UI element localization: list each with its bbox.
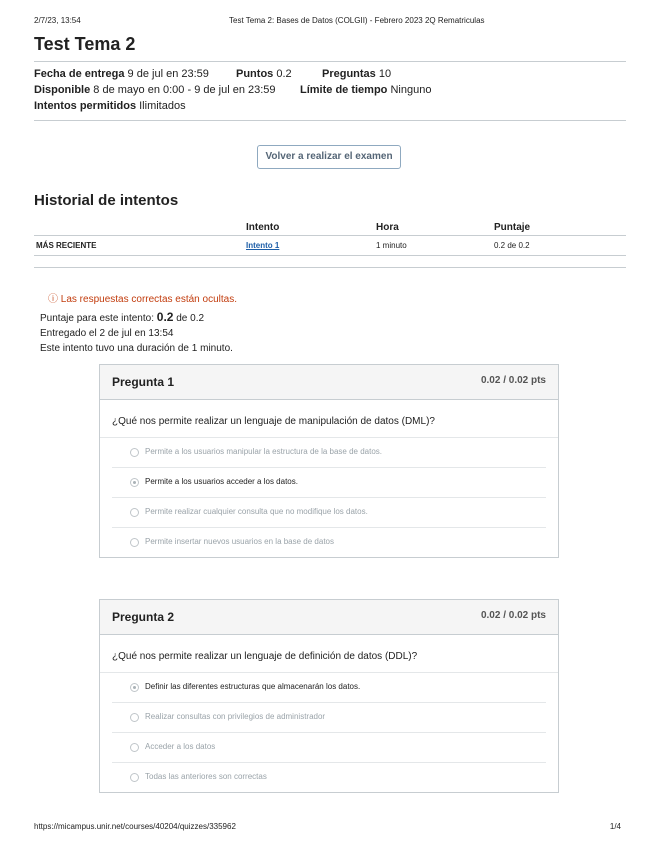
attempt-link[interactable]: Intento 1 xyxy=(246,241,280,250)
points xyxy=(236,68,292,80)
question-card xyxy=(99,599,559,793)
points-value: 0.2 xyxy=(276,68,292,80)
due-label: Fecha de entrega xyxy=(34,68,125,80)
available-value: 8 de mayo en 0:00 - 9 de jul en 23:59 xyxy=(93,84,276,96)
column-header-attempt: Intento xyxy=(246,222,280,233)
divider xyxy=(34,120,626,121)
answer-text: Permite a los usuarios manipular la estructura de la base de datos. xyxy=(145,447,383,456)
score-prefix: Puntaje para este intento: xyxy=(40,313,154,324)
attempt-history-title: Historial de intentos xyxy=(34,192,179,209)
points-label: Puntos xyxy=(236,68,274,80)
question-header xyxy=(100,600,558,635)
column-header-time: Hora xyxy=(376,222,399,233)
allowed-attempts xyxy=(34,100,186,112)
radio-icon xyxy=(130,713,139,722)
radio-icon xyxy=(130,743,139,752)
answer-list xyxy=(100,673,558,792)
due-value: 9 de jul en 23:59 xyxy=(127,68,209,80)
page-title: Test Tema 2 xyxy=(34,34,136,54)
page-number: 1/4 xyxy=(609,822,621,831)
time-limit xyxy=(300,84,431,96)
radio-selected-icon xyxy=(130,683,139,692)
attempt-score-line xyxy=(40,310,233,326)
retake-quiz-button[interactable]: Volver a realizar el examen xyxy=(257,145,401,169)
answer-text: Permite insertar nuevos usuarios en la base de datos xyxy=(145,537,334,546)
answer-option xyxy=(112,528,546,557)
questions-label: Preguntas xyxy=(322,68,376,80)
question-text: ¿Qué nos permite realizar un lenguaje de manipulación de datos (DML)? xyxy=(100,400,558,438)
answer-text: Realizar consultas con privilegios de administrador xyxy=(145,712,326,721)
page-url: https://micampus.unir.net/courses/40204/quizzes/335962 xyxy=(34,822,236,831)
answer-option xyxy=(112,763,546,792)
print-document-title: Test Tema 2: Bases de Datos (COLGII) - Febrero 2023 2Q Rematriculas xyxy=(229,16,485,25)
time-limit-label: Límite de tiempo xyxy=(300,84,388,96)
attempts-value: Ilimitados xyxy=(139,100,186,112)
score-suffix: de 0.2 xyxy=(176,313,205,324)
question-text: ¿Qué nos permite realizar un lenguaje de definición de datos (DDL)? xyxy=(100,635,558,673)
most-recent-label: MÁS RECIENTE xyxy=(36,241,97,250)
available-dates xyxy=(34,84,276,96)
time-limit-value: Ninguno xyxy=(390,84,432,96)
divider xyxy=(34,255,626,256)
question-points: 0.02 / 0.02 pts xyxy=(480,375,546,386)
attempt-score: 0.2 de 0.2 xyxy=(494,241,530,250)
answer-option xyxy=(112,733,546,763)
answer-text: Todas las anteriores son correctas xyxy=(145,772,267,781)
due-date xyxy=(34,68,209,80)
divider xyxy=(34,267,626,268)
submitted-line: Entregado el 2 de jul en 13:54 xyxy=(40,328,174,339)
answer-list xyxy=(100,438,558,557)
answers-hidden-notice xyxy=(48,290,237,305)
answer-text: Permite realizar cualquier consulta que no modifique los datos. xyxy=(145,507,368,516)
question-card xyxy=(99,364,559,558)
attempt-summary xyxy=(40,310,233,356)
available-label: Disponible xyxy=(34,84,91,96)
questions-value: 10 xyxy=(378,68,392,80)
print-date: 2/7/23, 13:54 xyxy=(34,16,81,25)
question-points: 0.02 / 0.02 pts xyxy=(480,610,546,621)
answer-option-selected xyxy=(112,468,546,498)
answer-option xyxy=(112,438,546,468)
answer-option xyxy=(112,498,546,528)
radio-icon xyxy=(130,448,139,457)
radio-icon xyxy=(130,773,139,782)
warning-icon: ⓘ xyxy=(48,294,58,305)
radio-icon xyxy=(130,538,139,547)
answer-text: Acceder a los datos xyxy=(145,742,216,751)
radio-selected-icon xyxy=(130,478,139,487)
column-header-score: Puntaje xyxy=(494,222,531,233)
answer-option xyxy=(112,703,546,733)
attempt-time: 1 minuto xyxy=(376,241,407,250)
question-title: Pregunta 1 xyxy=(112,375,175,389)
answers-hidden-text: Las respuestas correctas están ocultas. xyxy=(60,294,237,305)
score-value: 0.2 xyxy=(156,310,174,324)
answer-text: Definir las diferentes estructuras que almacenarán los datos. xyxy=(145,682,361,691)
duration-line: Este intento tuvo una duración de 1 minuto. xyxy=(40,343,233,354)
answer-text: Permite a los usuarios acceder a los datos. xyxy=(145,477,298,486)
answer-option-selected xyxy=(112,673,546,703)
radio-icon xyxy=(130,508,139,517)
question-title: Pregunta 2 xyxy=(112,610,175,624)
divider xyxy=(34,61,626,62)
questions-count xyxy=(322,68,391,80)
divider xyxy=(34,235,626,236)
attempts-label: Intentos permitidos xyxy=(34,100,137,112)
question-header xyxy=(100,365,558,400)
